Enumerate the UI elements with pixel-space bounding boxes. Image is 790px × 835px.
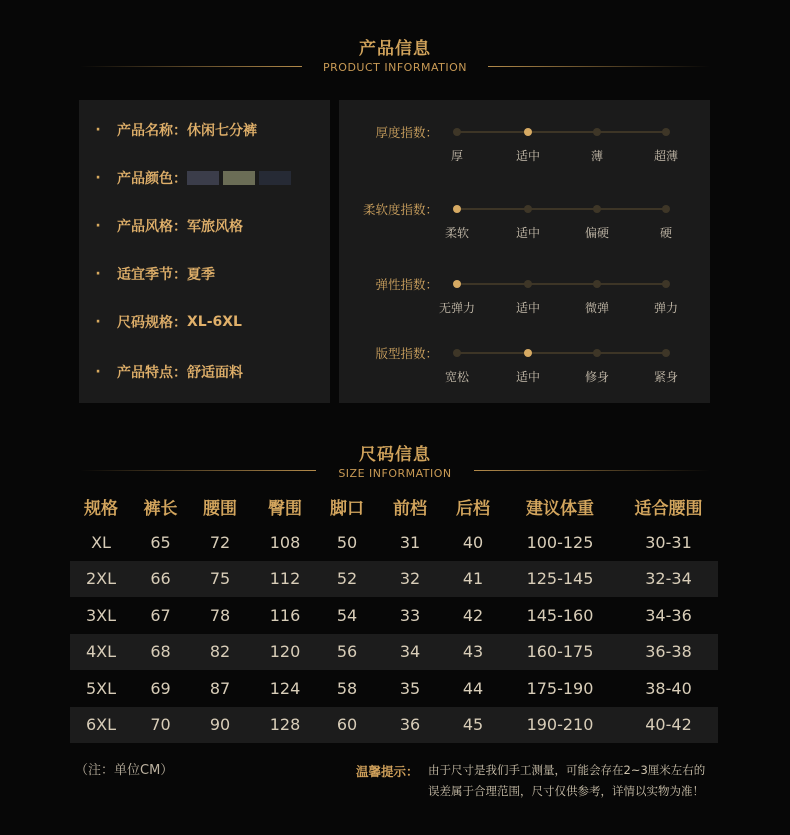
scale-dot [524,280,532,288]
table-row [70,634,718,671]
warm-tip-line-1: 由于尺寸是我们手工测量，可能会存在2~3厘米左右的 [428,763,706,777]
info-label: 产品颜色： [117,171,187,187]
table-cell: 32-34 [619,561,718,598]
column-header: 裤长 [143,498,178,519]
product-info-title: 产品信息 [359,39,431,59]
color-swatch [187,171,219,185]
scale-option-label: 适中 [515,149,541,163]
table-cell: 120 [251,634,319,671]
bullet: · [95,218,101,234]
table-cell: 6XL [70,707,132,744]
color-swatches [187,170,295,186]
table-row [70,524,718,561]
size-table-body [70,524,718,743]
size-info-header [0,440,790,480]
table-row [70,597,718,634]
bullet: · [95,122,101,138]
scale-track [457,283,666,285]
scale-option-label: 柔软 [444,226,470,240]
scale-dot [593,205,601,213]
table-cell: 190-210 [501,707,619,744]
size-divider-left [80,470,316,471]
table-cell: 30-31 [619,524,718,561]
table-row [70,707,718,744]
table-cell: 108 [251,524,319,561]
table-cell: 78 [189,597,251,634]
table-row [70,561,718,598]
info-label: 产品风格： [117,219,187,235]
info-row-style [79,216,243,236]
table-cell: 54 [319,597,375,634]
table-cell: 43 [445,634,501,671]
size-divider-right [474,470,710,471]
table-cell: 124 [251,670,319,707]
info-value: 舒适面料 [187,365,243,381]
scale-track [457,352,666,354]
info-value: 休闲七分裤 [187,123,257,139]
table-cell: 31 [375,524,445,561]
scale-dot [593,128,601,136]
table-cell: 35 [375,670,445,707]
index-label: 版型指数： [375,346,438,361]
table-cell: 58 [319,670,375,707]
table-cell: 66 [132,561,189,598]
scale-dot [593,280,601,288]
scale-option-label: 修身 [584,370,610,384]
table-cell: 69 [132,670,189,707]
scale-dot-selected [453,205,461,213]
table-cell: 36-38 [619,634,718,671]
color-swatch [223,171,255,185]
scale-option-label: 紧身 [653,370,679,384]
table-cell: 40-42 [619,707,718,744]
scale-dot [662,128,670,136]
scale-track [457,131,666,133]
info-label: 尺码规格： [117,315,187,331]
table-cell: 50 [319,524,375,561]
table-cell: 70 [132,707,189,744]
table-cell: 175-190 [501,670,619,707]
scale-dot-selected [453,280,461,288]
table-cell: 112 [251,561,319,598]
size-table-header [70,488,718,524]
table-cell: 75 [189,561,251,598]
table-cell: 42 [445,597,501,634]
header-divider-left [80,66,302,67]
column-header: 腰围 [203,498,237,519]
table-cell: 34-36 [619,597,718,634]
table-cell: 3XL [70,597,132,634]
scale-option-label: 超薄 [653,149,679,163]
scale-option-label: 适中 [515,370,541,384]
scale-dot [662,349,670,357]
bullet: · [95,266,101,282]
info-label: 适宜季节： [117,267,187,283]
scale-dot [524,205,532,213]
product-index-panel [339,100,710,403]
table-cell: 60 [319,707,375,744]
column-header: 臀围 [268,498,302,519]
info-label: 产品名称： [117,123,187,139]
column-header: 适合腰围 [634,498,703,519]
table-cell: 100-125 [501,524,619,561]
table-cell: 38-40 [619,670,718,707]
table-cell: 65 [132,524,189,561]
info-label: 产品特点： [117,365,187,381]
scale-option-label: 适中 [515,301,541,315]
table-cell: 72 [189,524,251,561]
table-cell: 4XL [70,634,132,671]
scale-option-label: 弹力 [653,301,679,315]
scale-option-label: 厚 [450,149,464,163]
info-value: XL-6XL [187,314,242,330]
scale-dot [453,128,461,136]
column-header: 规格 [84,498,118,519]
header-divider-right [488,66,710,67]
scale-option-label: 偏硬 [584,226,610,240]
bullet: · [95,314,101,330]
table-cell: 128 [251,707,319,744]
scale-dot [593,349,601,357]
table-cell: 56 [319,634,375,671]
size-table [70,488,718,743]
scale-dot-selected [524,128,532,136]
table-cell: 41 [445,561,501,598]
info-row-name [79,120,257,140]
table-cell: 125-145 [501,561,619,598]
table-cell: 67 [132,597,189,634]
table-cell: 87 [189,670,251,707]
scale-dot-selected [524,349,532,357]
column-header: 后档 [456,498,490,519]
product-info-header [0,34,790,74]
info-row-feature [79,362,243,382]
bullet: · [95,170,101,186]
info-row-color [79,168,295,188]
index-label: 厚度指数： [375,125,438,140]
warm-tip-line-2: 误差属于合理范围，尺寸仅供参考，详情以实物为准！ [428,784,704,798]
table-cell: 116 [251,597,319,634]
index-label: 弹性指数： [375,277,438,292]
table-cell: 45 [445,707,501,744]
info-value: 夏季 [187,267,215,283]
scale-dot [662,205,670,213]
unit-note: （注：单位CM） [75,763,174,778]
table-cell: 68 [132,634,189,671]
size-info-subtitle: SIZE INFORMATION [338,467,452,480]
table-cell: 2XL [70,561,132,598]
scale-dot [662,280,670,288]
scale-option-label: 宽松 [444,370,470,384]
size-info-title: 尺码信息 [359,445,431,465]
info-row-size [79,312,242,332]
table-cell: 160-175 [501,634,619,671]
product-info-subtitle: PRODUCT INFORMATION [323,61,467,74]
table-cell: 33 [375,597,445,634]
scale-option-label: 适中 [515,226,541,240]
scale-option-label: 无弹力 [438,301,476,315]
table-cell: 52 [319,561,375,598]
column-header: 建议体重 [526,498,594,519]
scale-option-label: 硬 [659,226,673,240]
scale-option-label: 薄 [590,149,604,163]
table-cell: XL [70,524,132,561]
scale-dot [453,349,461,357]
product-info-panel [79,100,330,403]
table-cell: 145-160 [501,597,619,634]
index-label: 柔软度指数： [362,202,438,217]
color-swatch [259,171,291,185]
table-cell: 90 [189,707,251,744]
table-cell: 34 [375,634,445,671]
column-header: 前档 [393,498,427,519]
table-cell: 44 [445,670,501,707]
scale-track [457,208,666,210]
table-cell: 5XL [70,670,132,707]
info-row-season [79,264,215,284]
table-row [70,670,718,707]
bullet: · [95,364,101,380]
warm-tip-title: 温馨提示： [356,764,419,779]
info-value: 军旅风格 [187,219,243,235]
scale-option-label: 微弹 [584,301,610,315]
column-header: 脚口 [330,498,364,519]
table-cell: 32 [375,561,445,598]
table-cell: 82 [189,634,251,671]
table-cell: 36 [375,707,445,744]
table-cell: 40 [445,524,501,561]
